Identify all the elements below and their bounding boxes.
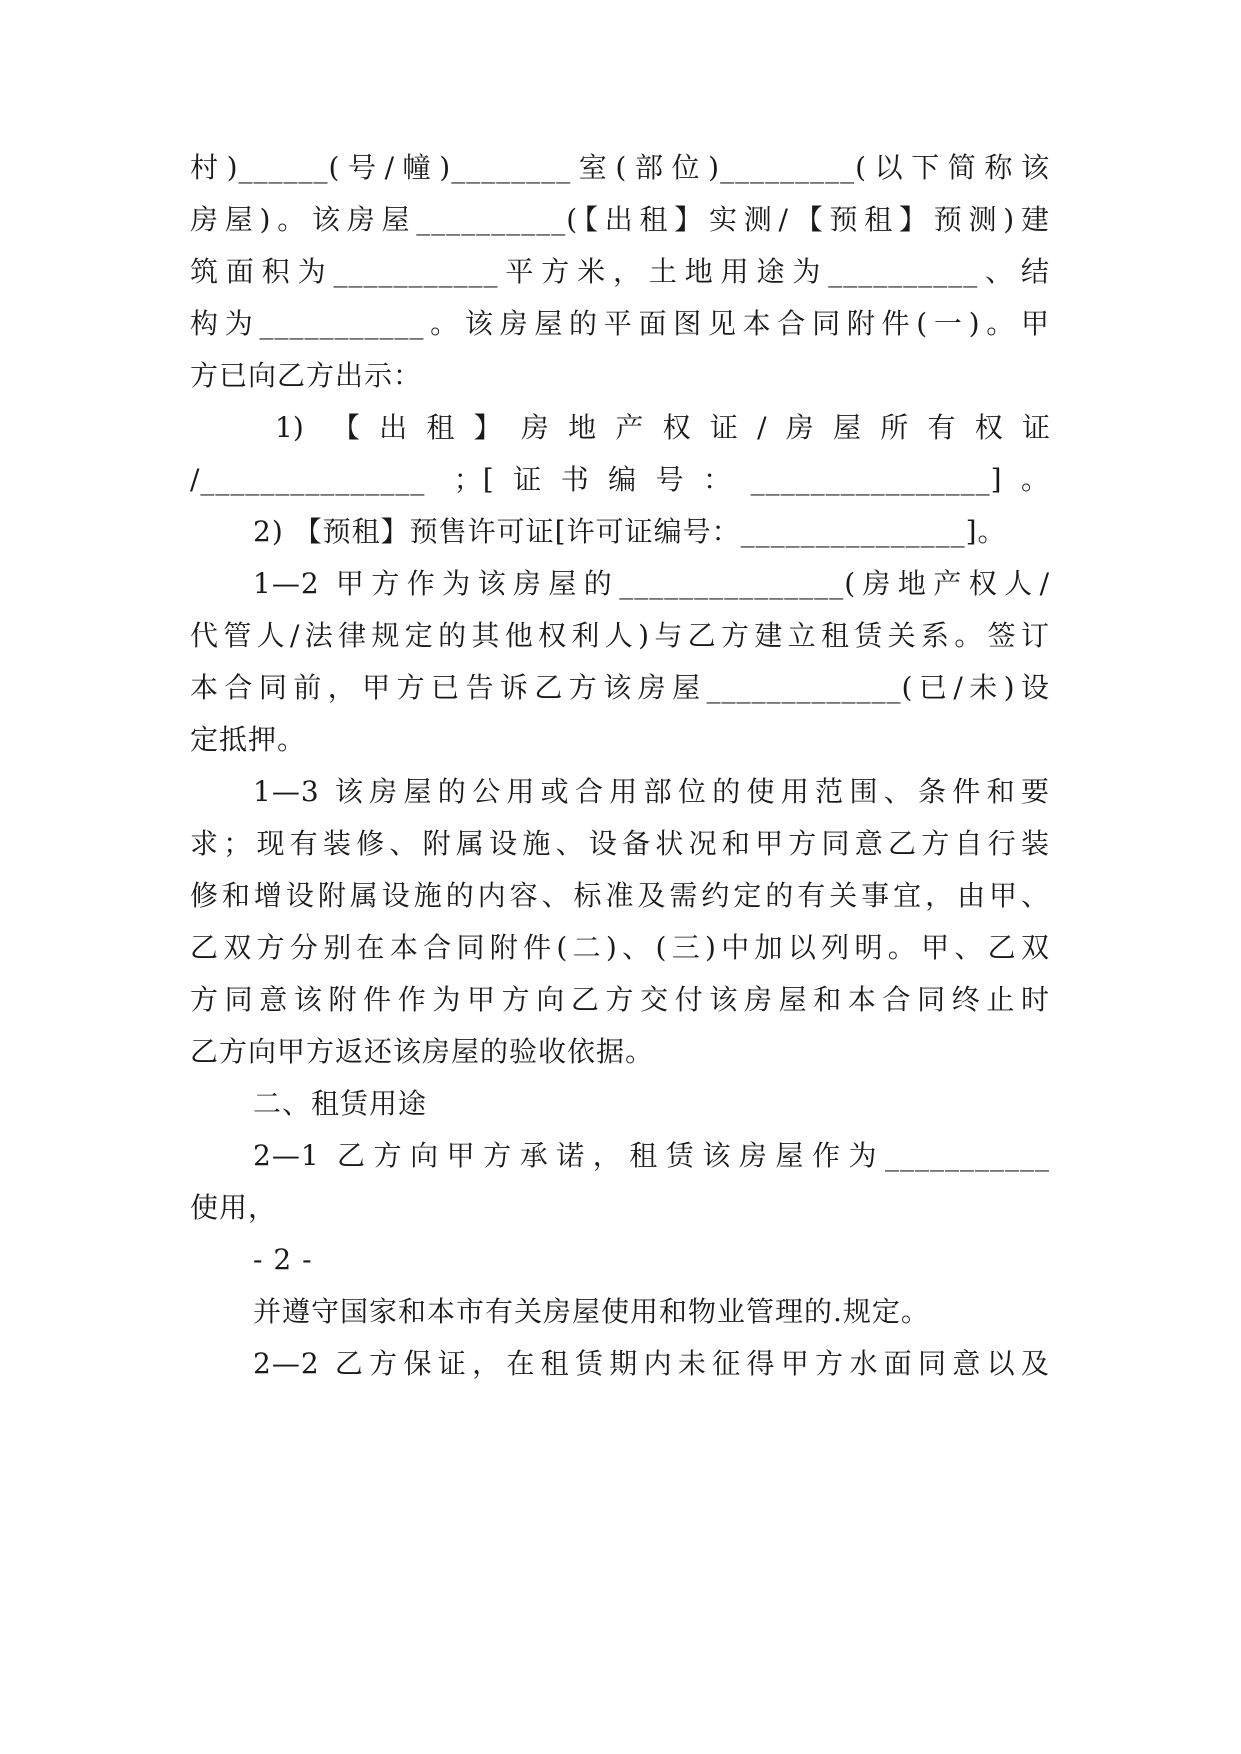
- text-line: 1) 【出租】房地产权证/房屋所有权证: [275, 411, 1050, 444]
- text-line: 构为___________。该房屋的平面图见本合同附件(一)。甲: [190, 307, 1050, 340]
- text-line: 1—2 甲方作为该房屋的_______________(房地产权人/: [253, 567, 1050, 600]
- text-line: 方已向乙方出示：: [190, 359, 423, 392]
- text-line: 乙双方分别在本合同附件(二)、(三)中加以列明。甲、乙双: [190, 931, 1050, 964]
- text-line: 2) 【预租】预售许可证[许可证编号：_______________]。: [253, 515, 1007, 548]
- page-number: - 2 -: [253, 1243, 313, 1276]
- text-line: 求；现有装修、附属设施、设备状况和甲方同意乙方自行装: [190, 827, 1050, 860]
- text-line: 方同意该附件作为甲方向乙方交付该房屋和本合同终止时: [190, 983, 1050, 1016]
- section-heading: 二、租赁用途: [253, 1087, 428, 1120]
- text-line: 房屋)。该房屋__________(【出租】实测/【预租】预测)建: [190, 203, 1050, 236]
- text-line: 2—2 乙方保证，在租赁期内未征得甲方水面同意以及: [253, 1347, 1050, 1380]
- text-line: 村)______(号/幢)________室(部位)_________(以下简称该: [190, 151, 1050, 184]
- text-line: /_______________ ；[证书编号：________________]。: [190, 463, 1050, 496]
- text-line: 筑面积为___________平方米，土地用途为__________、结: [190, 255, 1050, 288]
- text-line: 使用，: [190, 1191, 278, 1224]
- text-line: 定抵押。: [190, 723, 307, 756]
- text-line: 并遵守国家和本市有关房屋使用和物业管理的.规定。: [253, 1295, 930, 1328]
- text-line: 本合同前，甲方已告诉乙方该房屋_____________(已/未)设: [190, 671, 1050, 704]
- text-line: 2—1 乙方向甲方承诺，租赁该房屋作为___________: [253, 1139, 1050, 1172]
- text-line: 1—3 该房屋的公用或合用部位的使用范围、条件和要: [253, 775, 1050, 808]
- text-line: 修和增设附属设施的内容、标准及需约定的有关事宜，由甲、: [190, 879, 1050, 912]
- text-line: 乙方向甲方返还该房屋的验收依据。: [190, 1035, 655, 1068]
- text-line: 代管人/法律规定的其他权利人)与乙方建立租赁关系。签订: [190, 619, 1050, 652]
